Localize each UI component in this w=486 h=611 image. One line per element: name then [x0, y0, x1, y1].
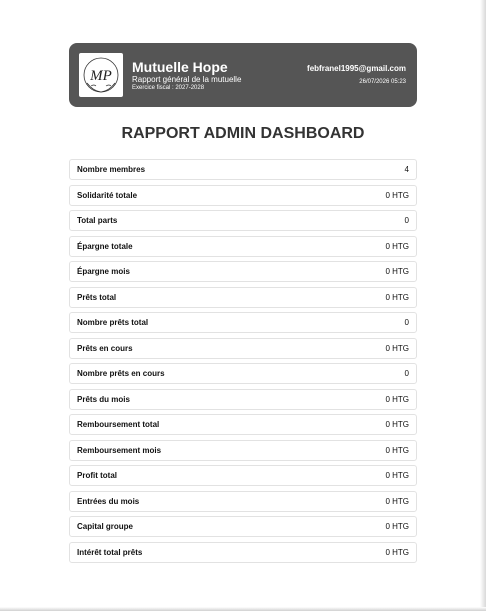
metric-row [69, 210, 417, 231]
fiscal-year: Exercice fiscal : 2027-2028 [132, 85, 205, 91]
metric-label: Profit total [77, 471, 117, 480]
metric-row [69, 440, 417, 461]
metric-value: 0 HTG [385, 522, 409, 531]
metric-list [69, 159, 417, 567]
metric-label: Nombre membres [77, 165, 146, 174]
metric-label: Remboursement mois [77, 445, 162, 455]
metric-value: 0 [404, 369, 409, 378]
metric-row [69, 261, 417, 282]
metric-row [69, 491, 417, 512]
metric-row [69, 542, 417, 563]
metric-row [69, 414, 417, 435]
mutuelle-logo-mark [79, 53, 123, 97]
metric-label: Intérêt total prêts [77, 547, 143, 557]
report-header [69, 43, 417, 107]
metric-label: Capital groupe [77, 522, 134, 531]
metric-value: 0 HTG [385, 394, 409, 404]
logo-letters: MP [90, 68, 112, 84]
user-email: febfranel1995@gmail.com [307, 64, 406, 73]
metric-label: Nombre prêts total [77, 318, 149, 327]
metric-row [69, 287, 417, 308]
report-title: RAPPORT ADMIN DASHBOARD [121, 125, 365, 142]
metric-value: 0 HTG [385, 420, 409, 429]
page-edge-shadow [480, 0, 486, 611]
page-bottom-shadow [0, 607, 486, 611]
metric-row [69, 516, 417, 537]
metric-label: Entrées du mois [77, 496, 140, 506]
metric-value: 0 HTG [385, 496, 409, 506]
metric-value: 0 [404, 216, 409, 225]
organization-name: Mutuelle Hope [132, 59, 228, 75]
metric-value: 4 [404, 165, 409, 174]
metric-label: Épargne totale [77, 241, 133, 251]
metric-value: 0 HTG [385, 471, 409, 480]
metric-row [69, 338, 417, 359]
mutuelle-logo [79, 53, 123, 97]
metric-row [69, 389, 417, 410]
metric-label: Nombre prêts en cours [77, 369, 165, 378]
metric-value: 0 HTG [385, 547, 409, 557]
metric-row [69, 363, 417, 384]
metric-value: 0 HTG [385, 445, 409, 455]
metric-label: Remboursement total [77, 420, 160, 429]
metric-label: Prêts en cours [77, 343, 133, 353]
report-subtitle: Rapport général de la mutuelle [132, 75, 242, 84]
metric-row [69, 185, 417, 206]
metric-value: 0 HTG [385, 343, 409, 353]
report-timestamp: 26/07/2026 05:23 [359, 79, 406, 85]
metric-label: Total parts [77, 216, 118, 225]
metric-row [69, 236, 417, 257]
metric-value: 0 HTG [385, 267, 409, 276]
metric-label: Prêts total [77, 292, 117, 302]
metric-value: 0 HTG [385, 190, 409, 200]
metric-value: 0 HTG [385, 292, 409, 302]
metric-value: 0 [404, 318, 409, 327]
metric-value: 0 HTG [385, 241, 409, 251]
metric-label: Prêts du mois [77, 394, 130, 404]
metric-row [69, 312, 417, 333]
metric-row [69, 159, 417, 180]
metric-row [69, 465, 417, 486]
metric-label: Solidarité totale [77, 190, 138, 200]
metric-label: Épargne mois [77, 267, 130, 276]
